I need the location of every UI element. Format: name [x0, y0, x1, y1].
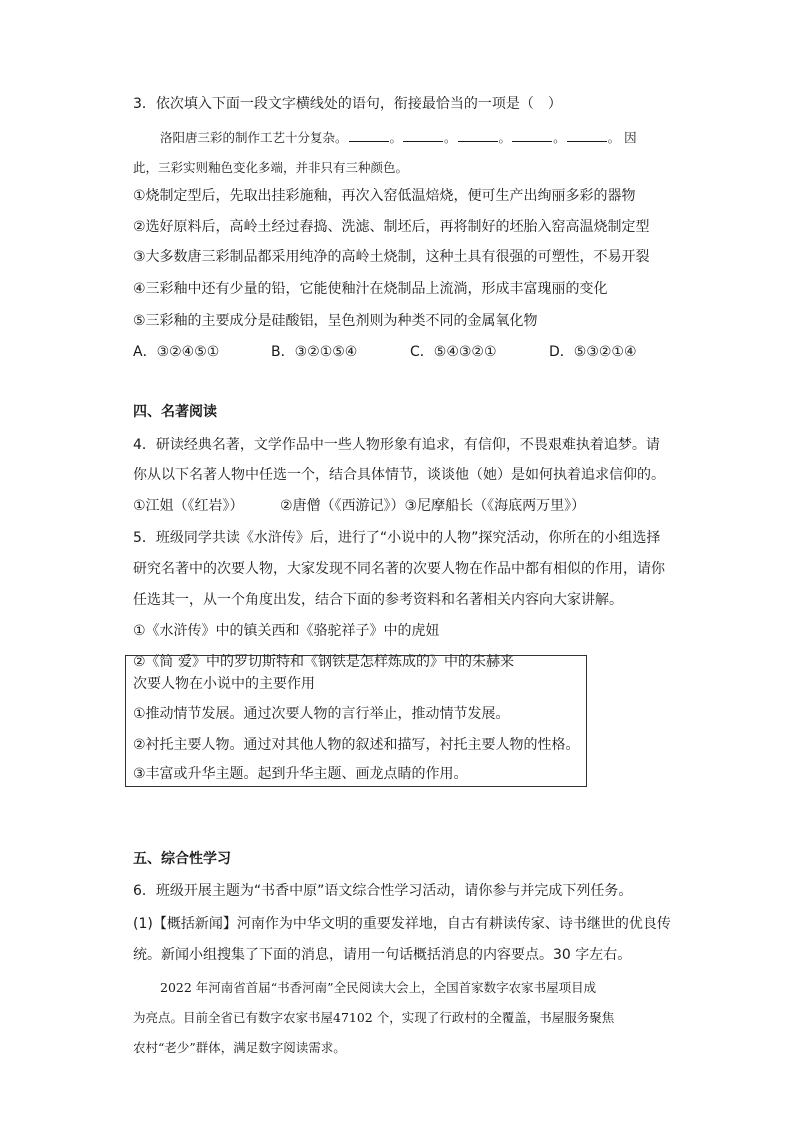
q3-passage-yin: 因	[624, 130, 637, 145]
q5-option-2: ②《简 爱》中的罗切斯特和《钢铁是怎样炼成的》中的朱赫来	[133, 654, 514, 670]
q3-option-5: ⑤三彩釉的主要成分是硅酸铝，呈色剂则为种类不同的金属氧化物	[133, 313, 538, 329]
q4-option-b: ②唐僧（《西游记》）③尼摩船长（《海底两万里》）	[280, 498, 586, 514]
reference-box-item-2: ②衬托主要人物。通过对其他人物的叙述和描写，衬托主要人物的性格。	[133, 737, 580, 753]
news-line-1: 2022 年河南省首届“书香河南”全民阅读大会上，全国首家数字农家书屋项目成	[160, 980, 597, 995]
q3-option-3: ③大多数唐三彩制品都采用纯净的高岭土烧制，这种土具有很强的可塑性，不易开裂	[133, 249, 650, 265]
q3-option-2: ②选好原料后，高岭土经过舂捣、洗滤、制坯后，再将制好的坯胎入窑高温烧制定型	[133, 219, 650, 235]
q6-line-1: 6．班级开展主题为“书香中原”语文综合性学习活动，请你参与并完成下列任务。	[133, 883, 633, 899]
reference-box-item-3: ③丰富或升华主题。起到升华主题、画龙点睛的作用。	[133, 766, 468, 782]
q6-sub1-line-1: (1)【概括新闻】河南作为中华文明的重要发祥地，自古有耕读传家、诗书继世的优良传	[133, 916, 671, 932]
reference-box	[125, 655, 587, 787]
q3-choice-d: D．⑤③②①④	[549, 344, 637, 360]
q3-blank-3	[458, 129, 498, 142]
q3-option-4: ④三彩釉中还有少量的铅，它能使釉汁在烧制品上流淌，形成丰富瑰丽的变化	[133, 281, 608, 297]
q5-option-1: ①《水浒传》中的镇关西和《骆驼祥子》中的虎妞	[133, 623, 440, 639]
q3-passage-line2: 此，三彩实则釉色变化多端，并非只有三种颜色。	[133, 160, 409, 175]
news-line-3: 农村“老少”群体，满足数字阅读需求。	[133, 1040, 346, 1055]
q4-line-2: 你从以下名著人物中任选一个，结合具体情节，谈谈他（她）是如何执着追求信仰的。	[133, 467, 665, 483]
q3-blank-5	[567, 129, 607, 142]
q3-blank-4	[512, 129, 552, 142]
q3-choice-a: A．③②④⑤①	[133, 344, 220, 360]
q3-option-1: ①烧制定型后，先取出挂彩施釉，再次入窑低温焙烧，便可生产出绚丽多彩的器物	[133, 188, 636, 204]
q5-line-1: 5．班级同学共读《水浒传》后，进行了“小说中的人物”探究活动，你所在的小组选择	[133, 530, 661, 546]
q3-blank-1	[349, 129, 389, 142]
q6-sub1-line-2: 统。新闻小组搜集了下面的消息，请用一句话概括消息的内容要点。30 字左右。	[133, 947, 632, 963]
q4-option-a: ①江姐（《红岩》）	[133, 498, 244, 514]
reference-box-title: 次要人物在小说中的主要作用	[133, 676, 315, 692]
section5-title: 五、综合性学习	[133, 851, 231, 867]
q5-line-3: 任选其一，从一个角度出发，结合下面的参考资料和名著相关内容向大家讲解。	[133, 592, 623, 608]
q5-line-2: 研究名著中的次要人物，大家发现不同名著的次要人物在作品中都有相似的作用，请你	[133, 561, 665, 577]
q4-line-1: 4．研读经典名著，文学作品中一些人物形象有追求，有信仰，不畏艰难执着追梦。请	[133, 437, 660, 453]
q3-stem: 3．依次填入下面一段文字横线处的语句，衔接最恰当的一项是（ ）	[133, 96, 562, 112]
q3-choice-b: B．③②①⑤④	[271, 344, 358, 360]
q3-blank-2	[403, 129, 443, 142]
q3-choice-c: C．⑤④③②①	[410, 344, 497, 360]
q3-passage-line1: 洛阳唐三彩的制作工艺十分复杂。 。 。 。 。 。 因	[160, 130, 637, 145]
section4-title: 四、名著阅读	[133, 404, 217, 420]
reference-box-item-1: ①推动情节发展。通过次要人物的言行举止，推动情节发展。	[133, 706, 510, 722]
news-line-2: 为亮点。目前全省已有数字农家书屋47102 个，实现了行政村的全覆盖，书屋服务聚焦	[133, 1010, 615, 1025]
q3-passage-start: 洛阳唐三彩的制作工艺十分复杂。	[160, 130, 348, 145]
